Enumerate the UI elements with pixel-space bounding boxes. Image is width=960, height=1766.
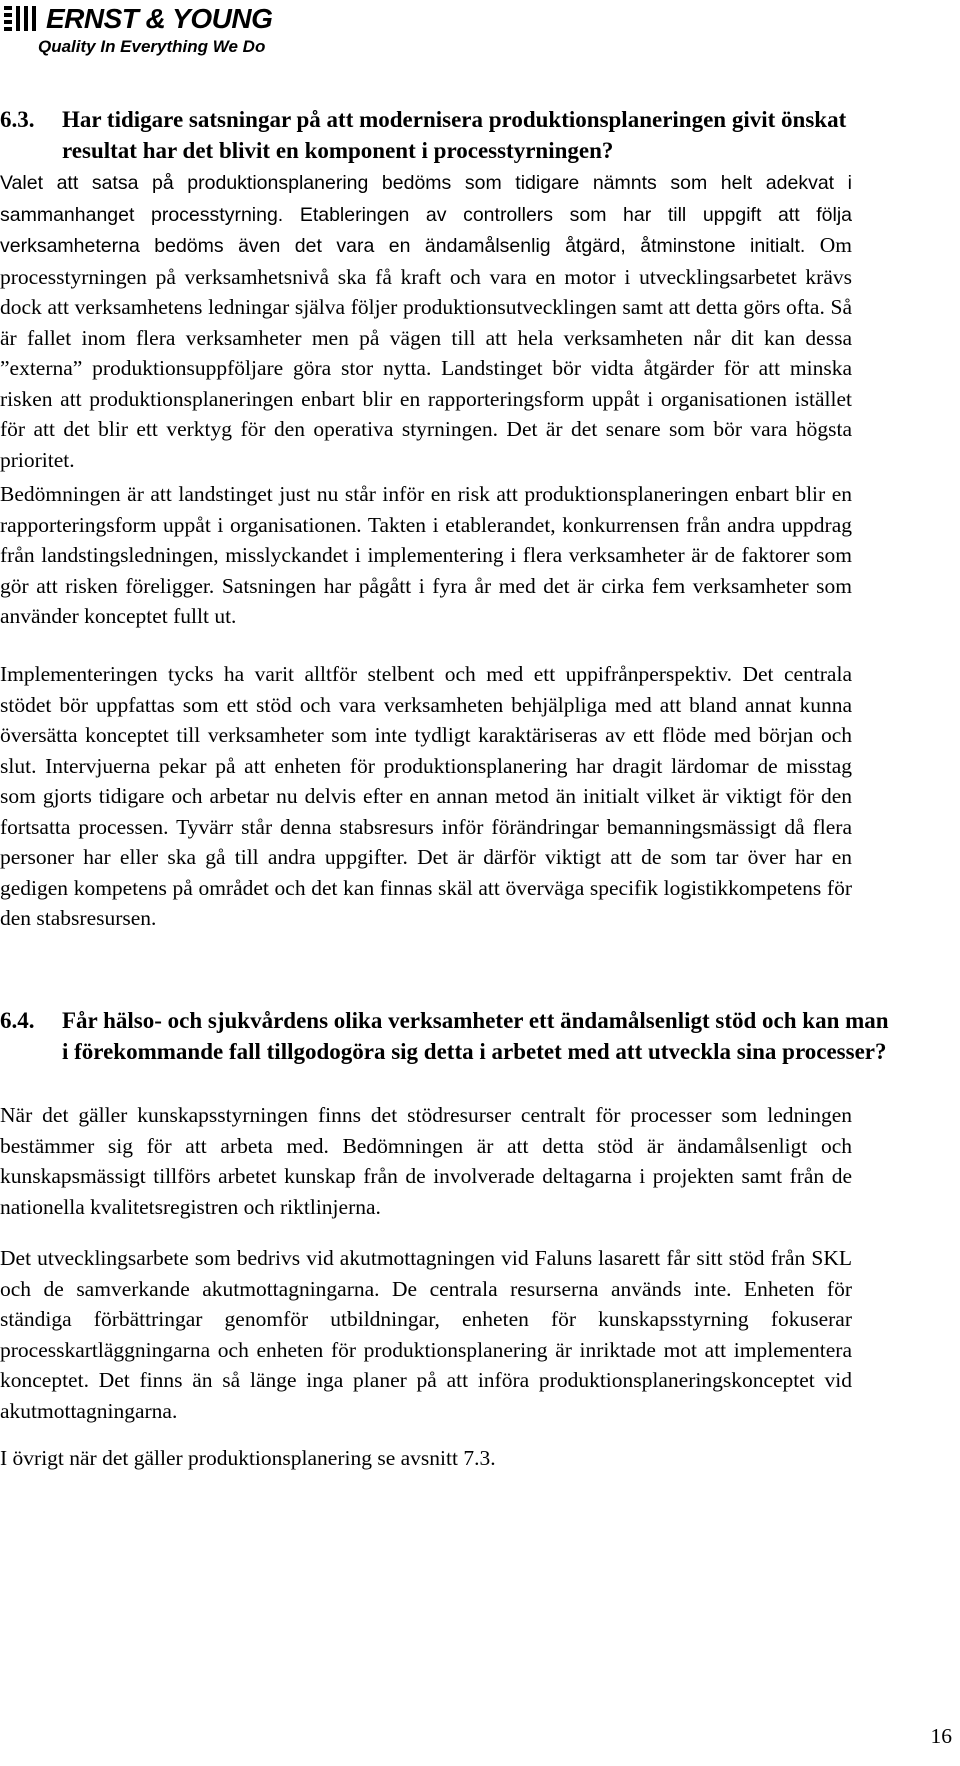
company-name: ERNST & YOUNG xyxy=(46,3,273,34)
section-6-4-paragraph-2: Det utvecklingsarbete som bedrivs vid akutmottagningen vid Faluns lasarett får sitt stöd från SKL och de samverkande akutmottagningarna. De centrala resurserna används inte. Enheten för ständiga förbättringar genomför utbildningar, enheten för kunskapsstyrning fokuserar processkartläggningarna och enheten för produktionsplanering är inriktade mot att implementera konceptet. Det finns än så länge inga planer på att införa produktionsplaneringskonceptet vid akutmottagningarna. xyxy=(0,1246,852,1423)
section-heading-6-3: Har tidigare satsningar på att modernisera produktionsplaneringen givit önskat resultat har det blivit en komponent i processtyrningen? xyxy=(62,107,847,163)
section-6-4-paragraph-3: I övrigt när det gäller produktionsplanering se avsnitt 7.3. xyxy=(0,1446,496,1470)
ey-logo xyxy=(4,2,304,62)
ey-logo-icon xyxy=(4,6,38,32)
section-number-6-3: 6.3. xyxy=(0,107,35,132)
section-6-3-paragraph-2: Bedömningen är att landstinget just nu står inför en risk att produktionsplaneringen enbart blir en rapporteringsform uppåt i organisationen. Takten i etablerandet, konkurrensen från andra uppdrag från landstingsledningen, misslyckandet i implementering i flera verksamheter är de faktorer som gör att risken föreligger. Satsningen har pågått i fyra år med det är cirka fem verksamheter som använder konceptet fullt ut. xyxy=(0,482,852,628)
section-6-4-paragraph-1: När det gäller kunskapsstyrningen finns det stödresurser centralt för processer som ledningen bestämmer sig för att arbeta med. Bedömningen är att detta stöd är ändamålsenligt och kunskapsmässigt tillförs arbetet kunskap från de involverade deltagarna i projekten samt från de nationella kvalitetsregistren och riktlinjerna. xyxy=(0,1103,852,1219)
section-6-3-paragraph-3: Implementeringen tycks ha varit alltför stelbent och med ett uppifrånperspektiv. Det centrala stödet bör uppfattas som ett stöd och vara verksamheten behjälpliga med att bland annat kunna översätta konceptet till verksamheter som inte tydligt karaktäriseras av ett flöde med början och slut. Intervjuerna pekar på att enheten för produktionsplanering har dragit lärdomar de misstag som gjorts tidigare och arbetar nu delvis efter en annan metod än initialt vilket är viktigt för den fortsatta processen. Tyvärr står denna stabsresurs inför förändringar bemanningsmässigt då flera personer har eller ska gå till andra uppgifter. Det är därför viktigt att de som tar över har en gedigen kompetens på området och det kan finnas skäl att överväga specifik logistikkompetens för den stabsresursen. xyxy=(0,662,852,930)
company-tagline: Quality In Everything We Do xyxy=(38,37,266,56)
page-number: 16 xyxy=(930,1724,952,1748)
paragraph-serif-text: Om processtyrningen på verksamhetsnivå ska få kraft och vara en motor i utvecklingsarbetet krävs dock att verksamhetens ledningar själva följer produktionsutvecklingen samt att detta görs ofta. Så är fallet inom flera verksamheter men på vägen till att hela verksamheten når dit kan dessa ”externa” produktionsuppföljare göra stor nytta. Landstinget bör vidta åtgärder för att minska risken att produktionsplaneringen enbart blir en rapporteringsform uppåt i organisationen istället för att det blir ett verktyg för den operativa styrningen. Det är det senare som bör vara högsta prioritet. xyxy=(0,233,852,472)
paragraph-sans-text: Valet att satsa på produktionsplanering bedöms som tidigare nämnts som helt adekvat i sammanhanget processtyrning. Etableringen av controllers som har till uppgift att följa verksamheterna bedöms även det vara en ändamålsenlig åtgärd, åtminstone initialt. xyxy=(0,172,852,257)
section-6-3-paragraph-1 xyxy=(0,167,852,475)
section-heading-6-4: Får hälso- och sjukvårdens olika verksamheter ett ändamålsenligt stöd och kan man i förekommande fall tillgodogöra sig detta i arbetet med att utveckla sina processer? xyxy=(62,1008,889,1064)
section-number-6-4: 6.4. xyxy=(0,1008,35,1033)
